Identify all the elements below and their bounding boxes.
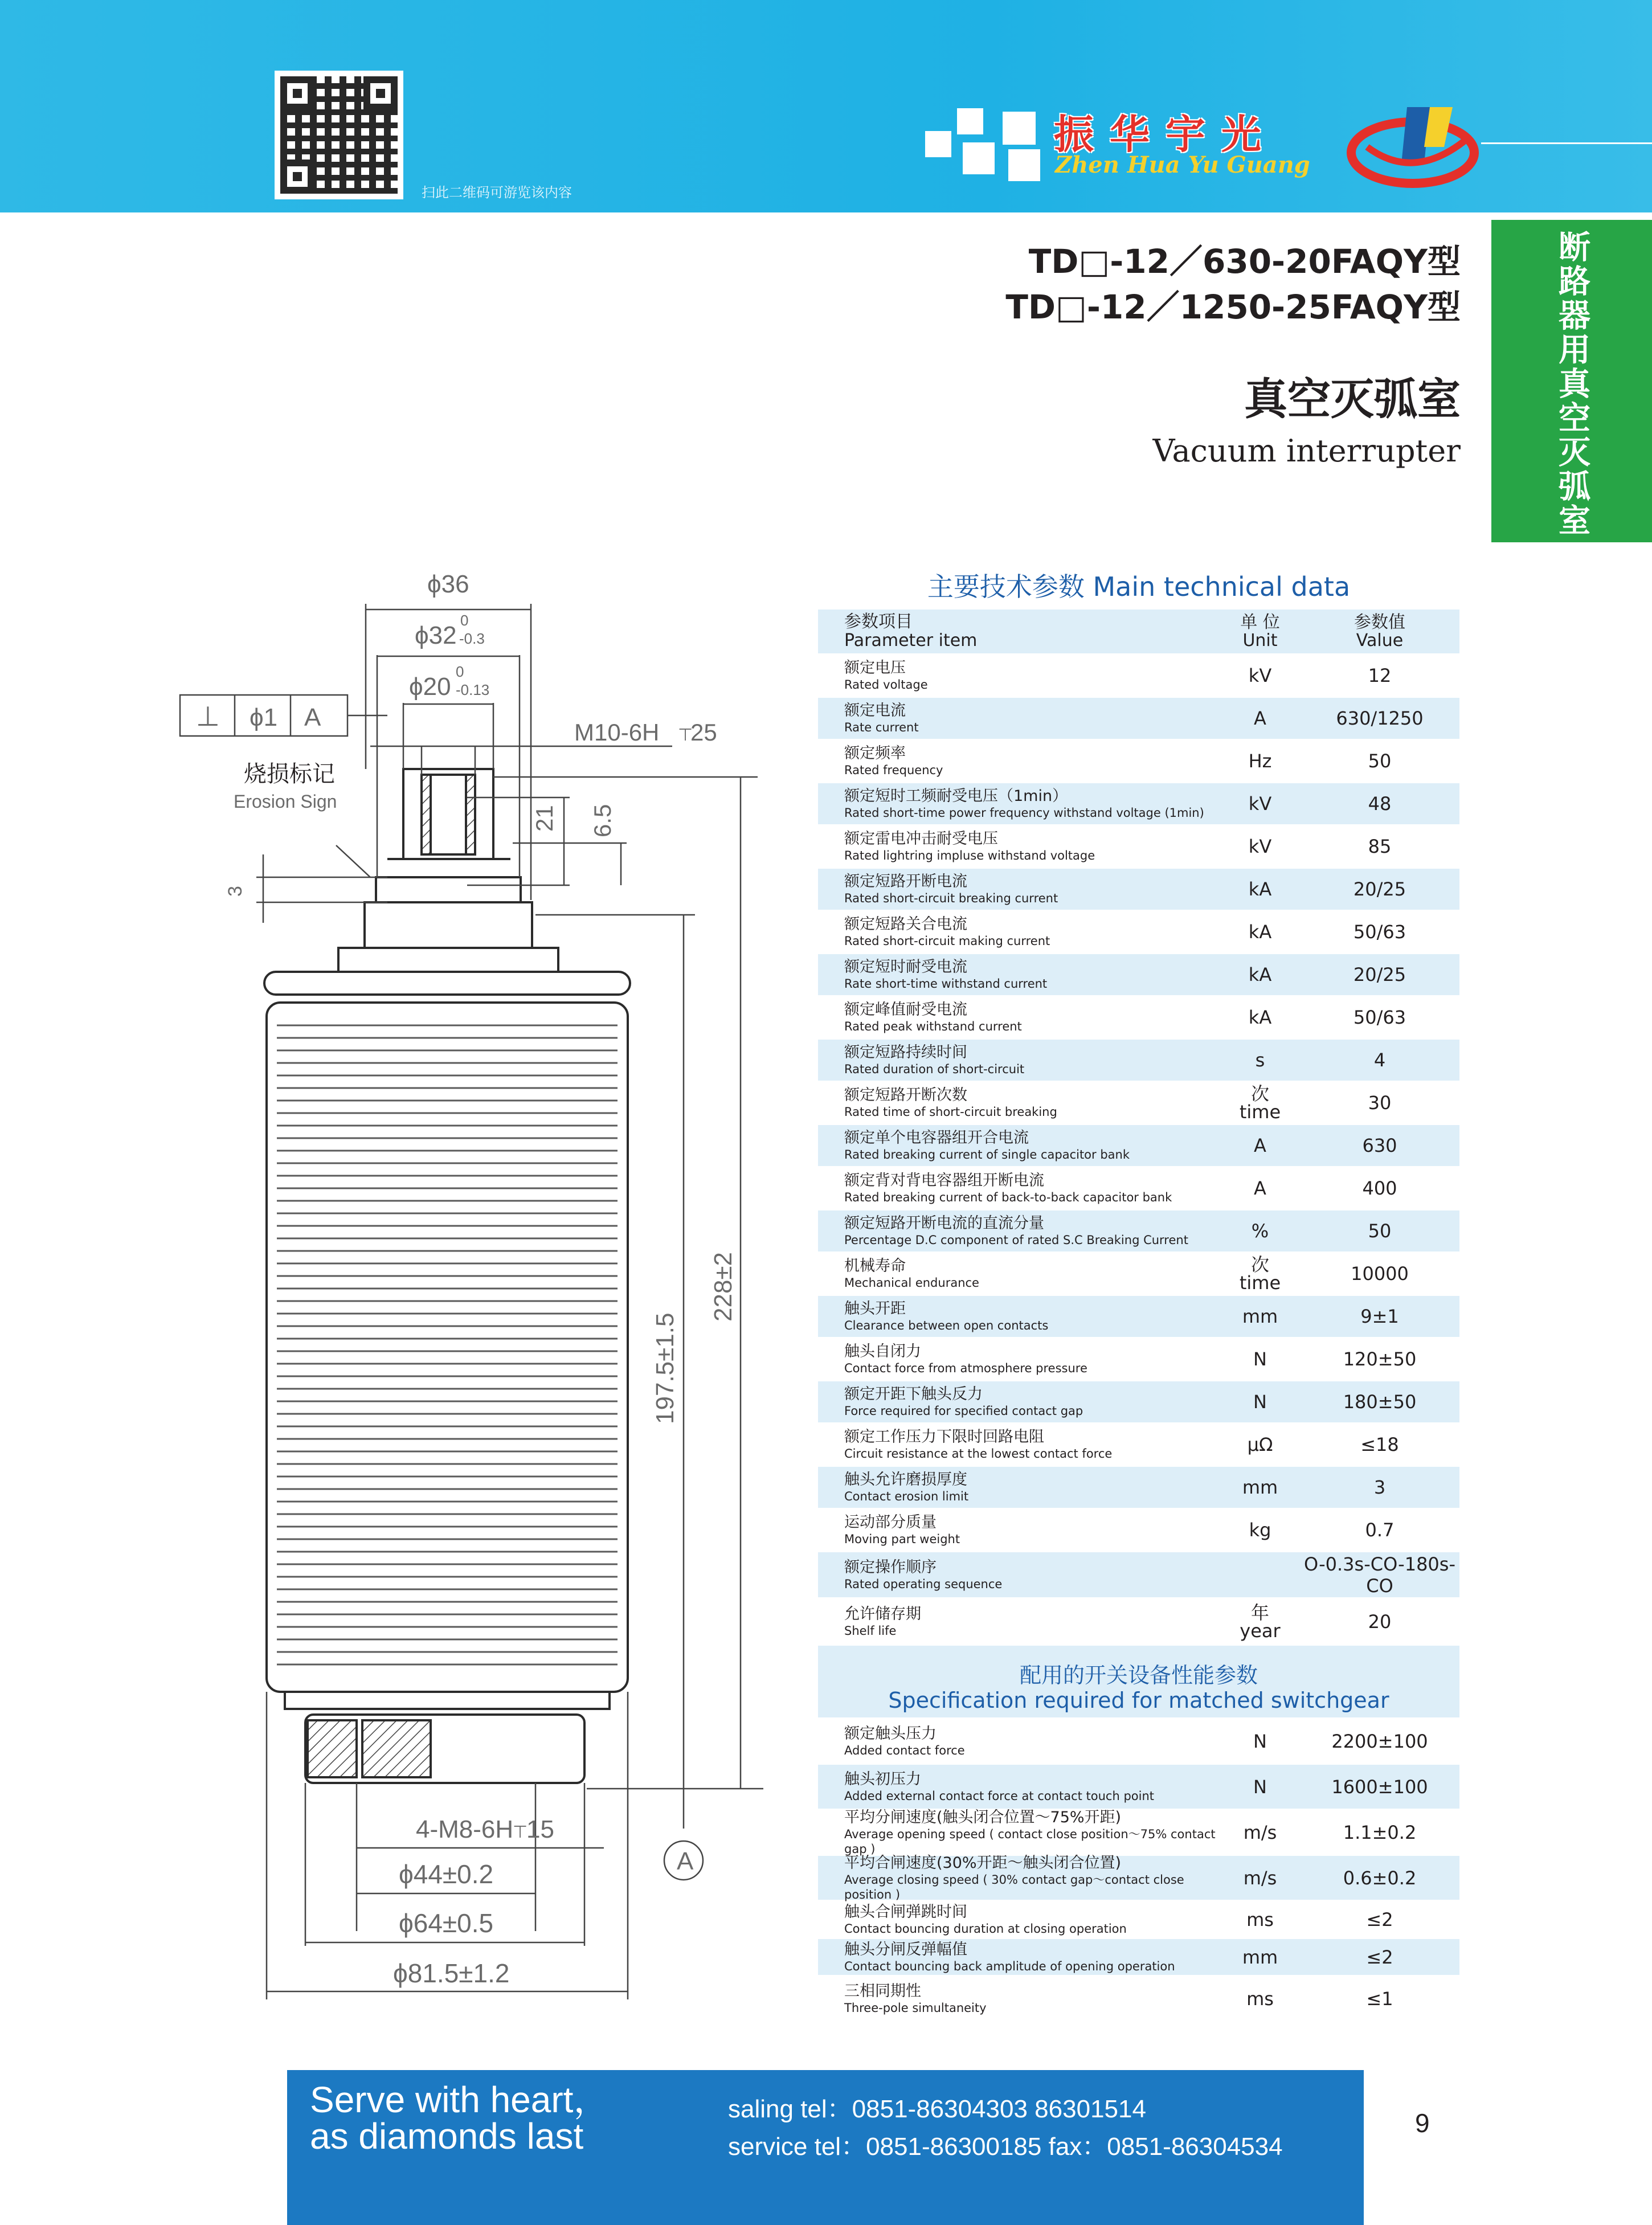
param-value: 50 — [1368, 1220, 1392, 1242]
param-name: 触头合闸弹跳时间 Contact bouncing duration at closing operation — [844, 1903, 1127, 1936]
param-value: 9±1 — [1360, 1306, 1399, 1327]
param-unit: A — [1254, 707, 1266, 729]
param-unit: kV — [1248, 836, 1272, 857]
param-value: 48 — [1368, 793, 1392, 815]
param-value: 50/63 — [1353, 1007, 1406, 1028]
param-unit: kA — [1248, 921, 1272, 943]
qr-caption: 扫此二维码可游览该内容 — [422, 185, 572, 201]
dim-3: 3 — [224, 886, 246, 897]
perp-symbol: ⊥ — [196, 702, 220, 732]
param-value: 1600±100 — [1331, 1776, 1428, 1798]
param-name: 平均合闸速度(30%开距～触头闭合位置) Average closing speed ( 30% contact gap～contact close position ) — [844, 1854, 1184, 1901]
table-row — [818, 1296, 1459, 1339]
param-name: 额定短路开断电流的直流分量 Percentage D.C component of rated S.C Breaking Current — [844, 1214, 1188, 1247]
param-value: 180±50 — [1343, 1391, 1417, 1413]
param-name: 额定触头压力 Added contact force — [844, 1724, 965, 1757]
param-unit: ms — [1246, 1987, 1274, 2010]
dim-d64: ϕ64±0.5 — [399, 1908, 494, 1938]
table-row — [818, 1977, 1459, 2022]
qr-finder — [363, 76, 398, 111]
param-unit: N — [1253, 1730, 1267, 1752]
param-value: 20 — [1368, 1610, 1392, 1633]
qr-code[interactable] — [275, 71, 403, 199]
table-row — [818, 1552, 1459, 1599]
brand-name-cn: 振华宇光 — [1054, 111, 1277, 158]
thread-top-depth-icon: ⊤ — [678, 726, 693, 745]
param-name: 触头自闭力 Contact force from atmosphere pressure — [844, 1343, 1087, 1375]
param-value: 85 — [1368, 836, 1392, 857]
thread-bottom: 4-M8-6H — [416, 1815, 514, 1843]
model-line-2: TD□-12／1250-25FAQY型 — [1005, 288, 1461, 326]
param-value: 0.6±0.2 — [1343, 1867, 1417, 1889]
param-name: 额定频率 Rated frequency — [844, 745, 943, 777]
param-value: 1.1±0.2 — [1343, 1821, 1417, 1843]
param-value: 30 — [1368, 1092, 1392, 1114]
sales-tel: saling tel：0851-86304303 86301514 — [728, 2095, 1146, 2123]
param-name: 额定雷电冲击耐受电压 Rated lightring impluse withstand voltage — [844, 830, 1095, 862]
dim-d20-tol-top: 0 — [456, 663, 464, 680]
footer-banner — [287, 2070, 1364, 2225]
main-rows — [818, 655, 1459, 1646]
table-row — [818, 869, 1459, 911]
dim-228: 228±2 — [709, 1251, 737, 1322]
table-row — [818, 997, 1459, 1040]
dim-d44: ϕ44±0.2 — [399, 1859, 494, 1889]
table-row — [818, 1082, 1459, 1125]
table-row — [818, 1939, 1459, 1977]
param-name: 触头允许磨损厚度 Contact erosion limit — [844, 1471, 969, 1503]
qr-finder — [280, 76, 314, 111]
param-value: 630 — [1362, 1135, 1397, 1156]
param-name: 额定短时耐受电流 Rate short-time withstand current — [844, 958, 1048, 991]
param-unit: A — [1254, 1177, 1266, 1199]
table-row — [818, 655, 1459, 698]
header-value: 参数值 Value — [1354, 612, 1405, 651]
param-value: 2200±100 — [1331, 1730, 1428, 1752]
table-row — [818, 1125, 1459, 1168]
param-name: 机械寿命 Mechanical endurance — [844, 1257, 979, 1290]
header-unit: 单 位 Unit — [1240, 612, 1280, 651]
table-row — [818, 1040, 1459, 1082]
param-name: 触头分闸反弹幅值 Contact bouncing back amplitude of opening operation — [844, 1940, 1175, 1973]
param-name: 额定背对背电容器组开断电流 Rated breaking current of back-to-back capacitor bank — [844, 1172, 1172, 1204]
param-name: 额定短时工频耐受电压（1min） Rated short-time power frequency withstand voltage (1min) — [844, 787, 1204, 820]
deco-square — [1003, 112, 1036, 145]
param-name: 额定电流 Rate current — [844, 702, 919, 734]
param-value: 120±50 — [1343, 1348, 1417, 1370]
param-name: 额定短路关合电流 Rated short-circuit making current — [844, 915, 1050, 948]
dim-197-5: 197.5±1.5 — [651, 1312, 679, 1424]
table-row — [818, 1381, 1459, 1424]
table-row — [818, 783, 1459, 826]
param-value: O-0.3s-CO-180s-CO — [1304, 1553, 1455, 1597]
header-rule — [1481, 142, 1652, 144]
table-title: 主要技术参数 Main technical data — [927, 571, 1351, 602]
interrupter-drawing — [171, 558, 803, 2017]
param-value: 3 — [1373, 1476, 1386, 1498]
table-row — [818, 1856, 1459, 1901]
header-banner — [0, 0, 1652, 212]
table-row — [818, 1253, 1459, 1296]
erosion-label-cn: 烧损标记 — [244, 762, 335, 787]
param-unit: mm — [1242, 1306, 1278, 1327]
param-unit: kV — [1248, 665, 1272, 686]
param-value: 20/25 — [1353, 964, 1406, 985]
param-value: 50/63 — [1353, 921, 1406, 943]
dim-d32-tol-top: 0 — [460, 612, 469, 629]
param-value: 20/25 — [1353, 878, 1406, 900]
param-name: 平均分闸速度(触头闭合位置～75%开距) Average opening speed ( contact close position～75% contact gap ) — [844, 1808, 1216, 1856]
param-unit: s — [1255, 1049, 1265, 1071]
table-row — [818, 1810, 1459, 1856]
table-row — [818, 698, 1459, 741]
param-unit: kA — [1248, 964, 1272, 985]
param-name: 额定短路开断次数 Rated time of short-circuit breaking — [844, 1086, 1057, 1119]
table-row — [818, 1339, 1459, 1381]
deco-square — [963, 142, 995, 174]
param-unit: Hz — [1248, 750, 1272, 772]
datum-a: A — [677, 1847, 694, 1875]
param-name: 触头开距 Clearance between open contacts — [844, 1300, 1049, 1332]
param-unit: A — [1254, 1135, 1266, 1156]
param-unit: μΩ — [1247, 1434, 1273, 1455]
dim-d20-tol-bot: -0.13 — [456, 681, 490, 698]
deco-square — [925, 131, 951, 157]
param-unit: N — [1253, 1776, 1267, 1798]
deco-square — [1008, 149, 1040, 181]
perp-datum: A — [304, 704, 321, 731]
qr-pattern — [280, 76, 398, 194]
param-value: 4 — [1373, 1049, 1386, 1071]
table-header — [818, 610, 1459, 655]
param-unit: kA — [1248, 878, 1272, 900]
dim-d20: ϕ20 — [409, 673, 451, 701]
slogan: Serve with heart， as diamonds last — [310, 2079, 610, 2157]
model-line-1: TD□-12／630-20FAQY型 — [1028, 242, 1461, 281]
param-name: 允许储存期 Shelf life — [844, 1605, 921, 1638]
param-name: 三相同期性 Three-pole simultaneity — [844, 1982, 987, 2015]
thread-bottom-depth-icon: ⊤ — [513, 1823, 528, 1842]
param-unit: ms — [1246, 1908, 1274, 1930]
param-value: 0.7 — [1365, 1519, 1395, 1541]
dim-d36: ϕ36 — [427, 570, 469, 598]
param-value: 630/1250 — [1336, 707, 1424, 729]
table-row — [818, 1765, 1459, 1810]
param-value: ≤18 — [1360, 1434, 1399, 1455]
param-unit: 年 year — [1240, 1601, 1281, 1642]
table-row — [818, 741, 1459, 783]
dim-d32: ϕ32 — [415, 621, 457, 649]
contact-info — [728, 2091, 1283, 2166]
thread-top: M10-6H — [574, 719, 660, 746]
param-unit: 次 time — [1239, 1254, 1281, 1294]
table-row — [818, 1599, 1459, 1646]
param-unit: N — [1253, 1391, 1267, 1413]
param-name: 额定工作压力下限时回路电阻 Circuit resistance at the lowest contact force — [844, 1428, 1113, 1461]
param-unit: m/s — [1243, 1867, 1277, 1889]
deco-square — [957, 108, 983, 134]
param-unit: mm — [1242, 1946, 1278, 1968]
qr-finder — [280, 159, 314, 194]
service-tel: service tel：0851-86300185 fax：0851-86304534 — [728, 2133, 1283, 2161]
dim-6-5: 6.5 — [589, 804, 616, 837]
category-tab-label: 断路器用真空灭弧室 — [1553, 230, 1590, 538]
table-row — [818, 1510, 1459, 1552]
table-row — [818, 1467, 1459, 1510]
company-logo-icon — [1344, 96, 1481, 193]
page-number: 9 — [1415, 2108, 1430, 2138]
param-unit: kV — [1248, 793, 1272, 815]
param-value: 12 — [1368, 665, 1392, 686]
param-unit: kA — [1248, 1007, 1272, 1028]
param-name: 额定短路开断电流 Rated short-circuit breaking current — [844, 873, 1058, 905]
spec-table — [818, 610, 1459, 2022]
table-row — [818, 1424, 1459, 1467]
param-unit: 次 time — [1239, 1083, 1281, 1123]
dim-21: 21 — [531, 805, 558, 832]
category-tab — [1491, 220, 1652, 542]
table-row — [818, 911, 1459, 954]
param-value: 10000 — [1351, 1263, 1409, 1285]
table-row — [818, 826, 1459, 869]
param-name: 额定峰值耐受电流 Rated peak withstand current — [844, 1001, 1022, 1033]
param-name: 额定短路持续时间 Rated duration of short-circuit — [844, 1044, 1025, 1076]
table-row — [818, 1168, 1459, 1210]
dim-d81-5: ϕ81.5±1.2 — [393, 1958, 510, 1988]
table-row — [818, 954, 1459, 997]
param-name: 运动部分质量 Moving part weight — [844, 1514, 960, 1546]
thread-bottom-depth: 15 — [526, 1815, 554, 1843]
param-value: 400 — [1362, 1177, 1397, 1199]
param-name: 额定电压 Rated voltage — [844, 659, 928, 692]
param-value: ≤2 — [1366, 1908, 1393, 1930]
switchgear-rows — [818, 1719, 1459, 2022]
param-name: 额定开距下触头反力 Force required for specified contact gap — [844, 1385, 1083, 1418]
param-unit: % — [1251, 1220, 1269, 1242]
sub-table-title: 配用的开关设备性能参数 Specification required for matched switchgear — [818, 1646, 1459, 1719]
dim-d32-tol-bot: -0.3 — [459, 630, 485, 647]
param-name: 触头初压力 Added external contact force at contact touch point — [844, 1770, 1155, 1803]
brand-name-en: Zhen Hua Yu Guang — [1055, 152, 1310, 178]
param-value: 50 — [1368, 750, 1392, 772]
param-name: 额定操作顺序 Rated operating sequence — [844, 1558, 1003, 1591]
param-unit: m/s — [1243, 1821, 1277, 1843]
erosion-label-en: Erosion Sign — [234, 791, 337, 812]
table-row — [818, 1719, 1459, 1765]
param-unit: kg — [1249, 1519, 1271, 1541]
table-row — [818, 1210, 1459, 1253]
product-title-cn: 真空灭弧室 — [1244, 374, 1461, 424]
product-title-en: Vacuum interrupter — [1152, 433, 1461, 469]
perp-tolerance: ϕ1 — [250, 704, 278, 731]
header-item: 参数项目 Parameter item — [844, 611, 978, 651]
body-ribs — [277, 1025, 618, 1664]
thread-top-depth: 25 — [690, 719, 717, 746]
param-unit: mm — [1242, 1476, 1278, 1498]
param-unit: N — [1253, 1348, 1267, 1370]
table-row — [818, 1901, 1459, 1939]
param-name: 额定单个电容器组开合电流 Rated breaking current of single capacitor bank — [844, 1129, 1130, 1161]
param-value: ≤2 — [1366, 1946, 1393, 1968]
param-value: ≤1 — [1366, 1987, 1393, 2010]
